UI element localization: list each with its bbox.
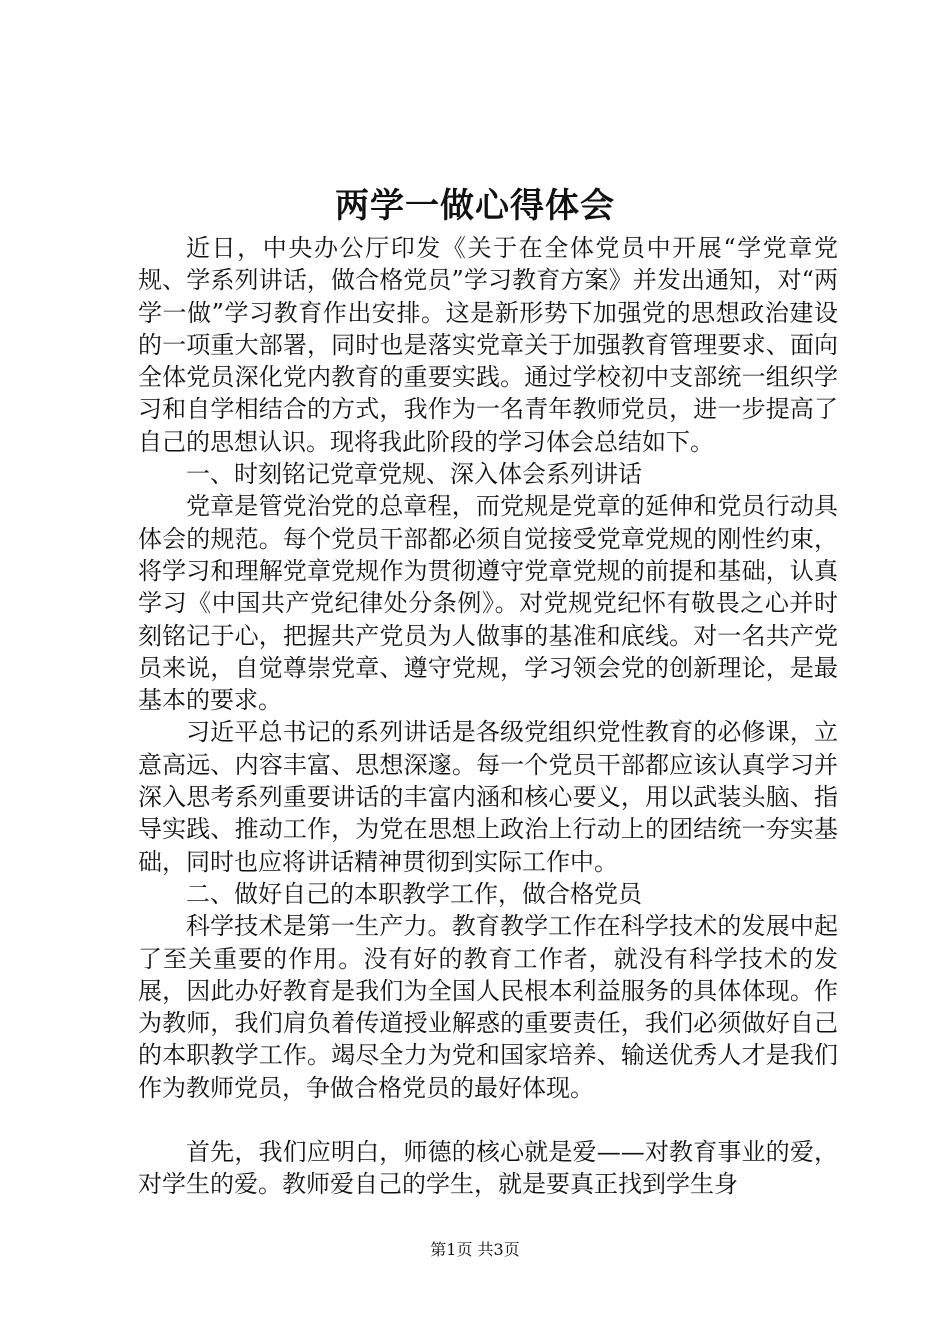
section-heading-1: 一、时刻铭记党章党规、深入体会系列讲话 [186,460,642,489]
paragraph-teaching: 科学技术是第一生产力。教育教学工作在科学技术的发展中起了至关重要的作用。没有好的教育工作者，就没有科学技术的发展，因此办好教育是我们为全国人民根本利益服务的具体体现。作为教师，我们肩负着传道授业解惑的重要责任，我们必须做好自己的本职教学工作。竭尽全力为党和国家培养、输送优秀人才是我们作为教师党员，争做合格党员的最好体现。 [138,912,838,1102]
paragraph-teacher-ethics: 首先，我们应明白，师德的核心就是爱——对教育事业的爱，对学生的爱。教师爱自己的学生，就是要真正找到学生身 [138,1138,838,1199]
document-title: 两学一做心得体会 [335,186,615,226]
page-footer: 第1页 共3页 [430,1240,520,1259]
paragraph-party-rules: 党章是管党治党的总章程，而党规是党章的延伸和党员行动具体会的规范。每个党员干部都必须自觉接受党章党规的刚性约束，将学习和理解党章党规作为贯彻遵守党章党规的前提和基础，认真学习《中国共产党纪律处分条例》。对党规党纪怀有敬畏之心并时刻铭记于心，把握共产党员为人做事的基准和底线。对一名共产党员来说，自觉尊崇党章、遵守党规，学习领会党的创新理论，是最基本的要求。 [138,492,838,715]
paragraph-intro: 近日，中央办公厅印发《关于在全体党员中开展“学党章党规、学系列讲话，做合格党员”学习教育方案》并发出通知，对“两学一做”学习教育作出安排。这是新形势下加强党的思想政治建设的一项重大部署，同时也是落实党章关于加强教育管理要求、面向全体党员深化党内教育的重要实践。通过学校初中支部统一组织学习和自学相结合的方式，我作为一名青年教师党员，进一步提高了自己的思想认识。现将我此阶段的学习体会总结如下。 [138,234,838,456]
section-heading-2: 二、做好自己的本职教学工作，做合格党员 [186,879,642,908]
paragraph-spacer [138,1104,838,1136]
document-body [138,232,838,1201]
paragraph-speeches: 习近平总书记的系列讲话是各级党组织党性教育的必修课，立意高远、内容丰富、思想深邃。每一个党员干部都应该认真学习并深入思考系列重要讲话的丰富内涵和核心要义，用以武装头脑、指导实践、推动工作，为党在思想上政治上行动上的团结统一夯实基础，同时也应将讲话精神贯彻到实际工作中。 [138,718,838,876]
